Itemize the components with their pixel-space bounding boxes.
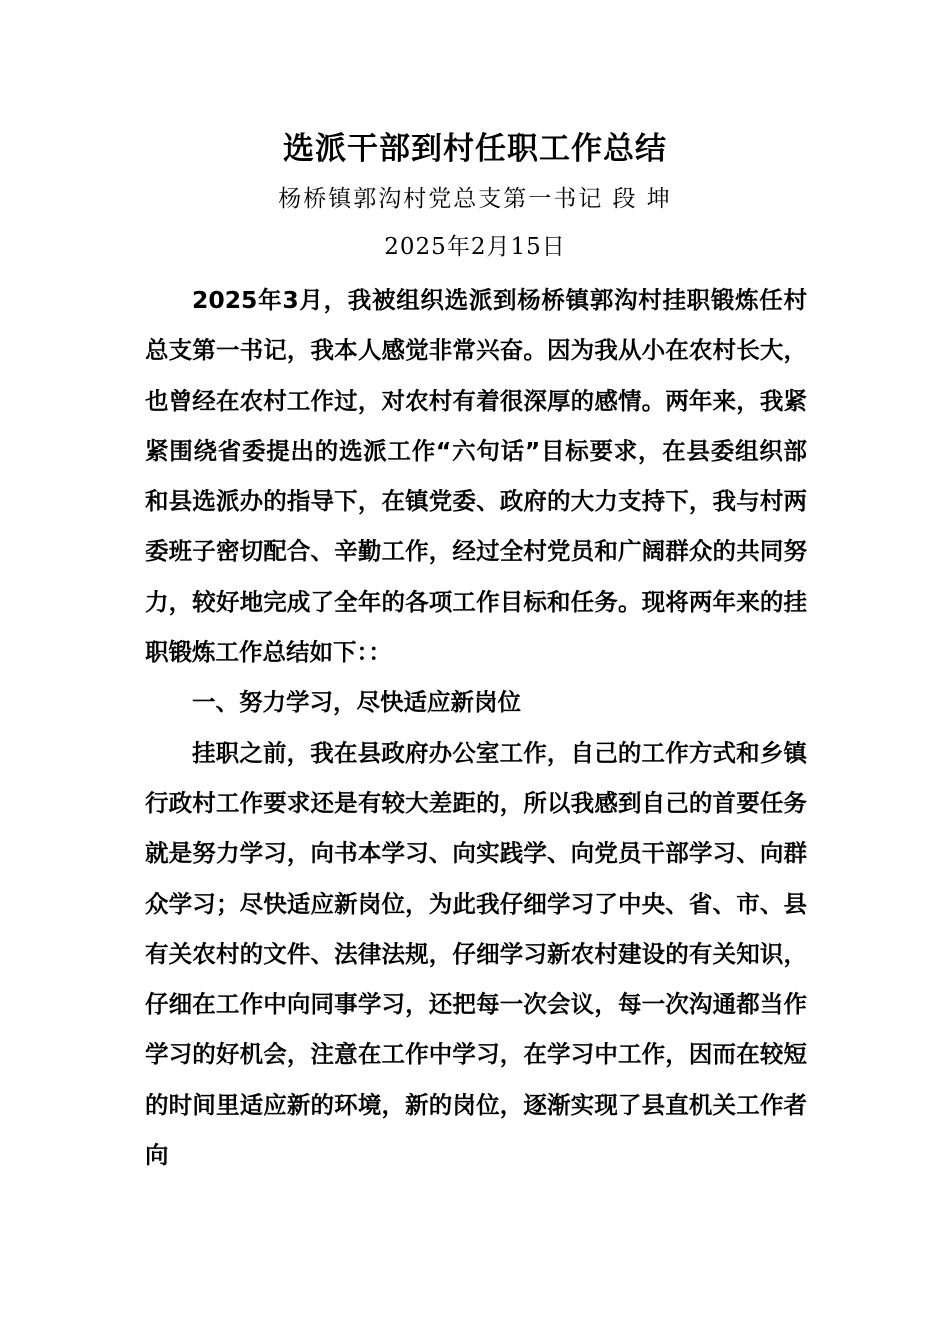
body-paragraph: 挂职之前，我在县政府办公室工作，自己的工作方式和乡镇行政村工作要求还是有较大差距的，所以我感到自己的首要任务就是努力学习，向书本学习、向实践学、向党员干部学习、向群众学习；尽快适应新岗位，为此我仔细学习了中央、省、市、县有关农村的文件、法律法规，仔细学习新农村建设的有关知识，仔细在工作中向同事学习，还把每一次会议，每一次沟通都当作学习的好机会，注意在工作中学习，在学习中工作，因而在较短的时间里适应新的环境，新的岗位，逐渐实现了县直机关工作者向 xyxy=(145,738,807,1170)
document-title: 选派干部到村任职工作总结 xyxy=(283,131,667,167)
section-heading: 一、努力学习，尽快适应新岗位 xyxy=(192,688,521,717)
document-body xyxy=(145,275,807,1180)
intro-paragraph: 2025年3月，我被组织选派到杨桥镇郭沟村挂职锻炼任村总支第一书记，我本人感觉非常兴奋。因为我从小在农村长大，也曾经在农村工作过，对农村有着很深厚的感情。两年来，我紧紧围绕省委提出的选派工作“六句话”目标要求，在县委组织部和县选派办的指导下，在镇党委、政府的大力支持下，我与村两委班子密切配合、辛勤工作，经过全村党员和广阔群众的共同努力，较好地完成了全年的各项工作目标和任务。现将两年来的挂职锻炼工作总结如下：： xyxy=(145,286,807,667)
author-line: 杨桥镇郭沟村党总支第一书记 段 坤 xyxy=(278,186,672,212)
document-date: 2025年2月15日 xyxy=(384,234,566,260)
